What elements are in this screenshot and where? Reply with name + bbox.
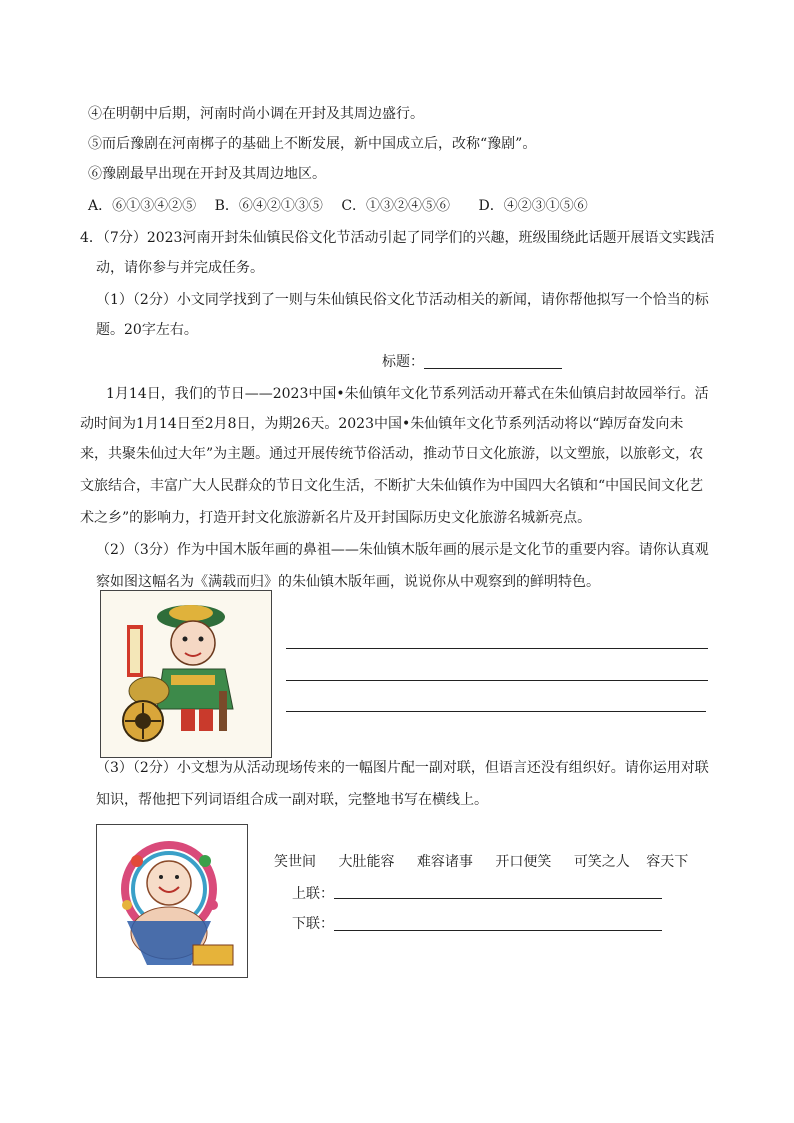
word-1: 笑世间 — [274, 854, 316, 870]
observation-answer-line-1[interactable] — [286, 648, 708, 649]
lower-couplet-label: 下联： — [292, 916, 334, 932]
q4-stem-line1: 4．（7分）2023河南开封朱仙镇民俗文化节活动引起了同学们的兴趣，班级围绕此话题开展语文实践活 — [80, 230, 715, 246]
q4-part1-line1: （1）（2分）小文同学找到了一则与朱仙镇民俗文化节活动相关的新闻，请你帮他拟写一个恰当的标 — [96, 292, 709, 308]
couplet-word-bank — [274, 852, 688, 872]
word-5: 可笑之人 — [573, 854, 630, 870]
word-3: 难容诸事 — [416, 854, 473, 870]
q4-stem-line2: 动，请你参与并完成任务。 — [96, 260, 264, 276]
answer-options — [88, 196, 602, 216]
woodblock-print-image — [100, 590, 272, 758]
door-god-illustration — [101, 591, 271, 757]
title-label: 标题： — [382, 354, 424, 370]
news-line-5: 术之乡”的影响力，打造开封文化旅游新名片及开封国际历史文化旅游名城新亮点。 — [80, 510, 592, 526]
word-6: 容天下 — [646, 854, 689, 870]
option-b[interactable]: B．⑥④②①③⑤ — [214, 198, 323, 214]
option-a[interactable]: A．⑥①③④②⑤ — [88, 198, 197, 214]
sequence-item-4: ④在明朝中后期，河南时尚小调在开封及其周边盛行。 — [88, 106, 424, 122]
buddha-illustration — [97, 825, 247, 977]
sequence-item-5: ⑤而后豫剧在河南梆子的基础上不断发展，新中国成立后，改称“豫剧”。 — [88, 136, 537, 152]
laughing-buddha-image — [96, 824, 248, 978]
observation-answer-line-3[interactable] — [286, 711, 706, 712]
news-line-4: 文旅结合，丰富广大人民群众的节日文化生活，不断扩大朱仙镇作为中国四大名镇和“中国民间文化艺 — [80, 478, 704, 494]
lower-couplet-answer-line[interactable] — [334, 930, 662, 931]
sequence-item-6: ⑥豫剧最早出现在开封及其周边地区。 — [88, 166, 326, 182]
title-answer-line[interactable] — [424, 368, 562, 369]
news-line-3: 来，共聚朱仙过大年”为主题。通过开展传统节俗活动，推动节日文化旅游，以文塑旅，以旅彰文，农 — [80, 446, 704, 462]
news-line-2: 动时间为1月14日至2月8日，为期26天。2023中国•朱仙镇年文化节系列活动将以“踔厉奋发向未 — [80, 416, 684, 432]
word-4: 开口便笑 — [495, 854, 552, 870]
upper-couplet-label: 上联： — [292, 886, 334, 902]
option-d[interactable]: D．④②③①⑤⑥ — [478, 198, 588, 214]
q4-part2-line2: 察如图这幅名为《满载而归》的朱仙镇木版年画，说说你从中观察到的鲜明特色。 — [96, 574, 600, 590]
q4-part1-line2: 题。20字左右。 — [96, 322, 198, 338]
upper-couplet-answer-line[interactable] — [334, 898, 662, 899]
q4-part2-line1: （2）（3分）作为中国木版年画的鼻祖——朱仙镇木版年画的展示是文化节的重要内容。请你认真观 — [96, 542, 709, 558]
word-2: 大肚能容 — [338, 854, 395, 870]
observation-answer-line-2[interactable] — [286, 680, 708, 681]
news-line-1: 1月14日，我们的节日——2023中国•朱仙镇年文化节系列活动开幕式在朱仙镇启封故园举行。活 — [106, 386, 709, 402]
q4-part3-line2: 知识，帮他把下列词语组合成一副对联，完整地书写在横线上。 — [96, 792, 488, 808]
q4-part3-line1: （3）（2分）小文想为从活动现场传来的一幅图片配一副对联，但语言还没有组织好。请你运用对联 — [96, 760, 709, 776]
option-c[interactable]: C．①③②④⑤⑥ — [341, 198, 451, 214]
